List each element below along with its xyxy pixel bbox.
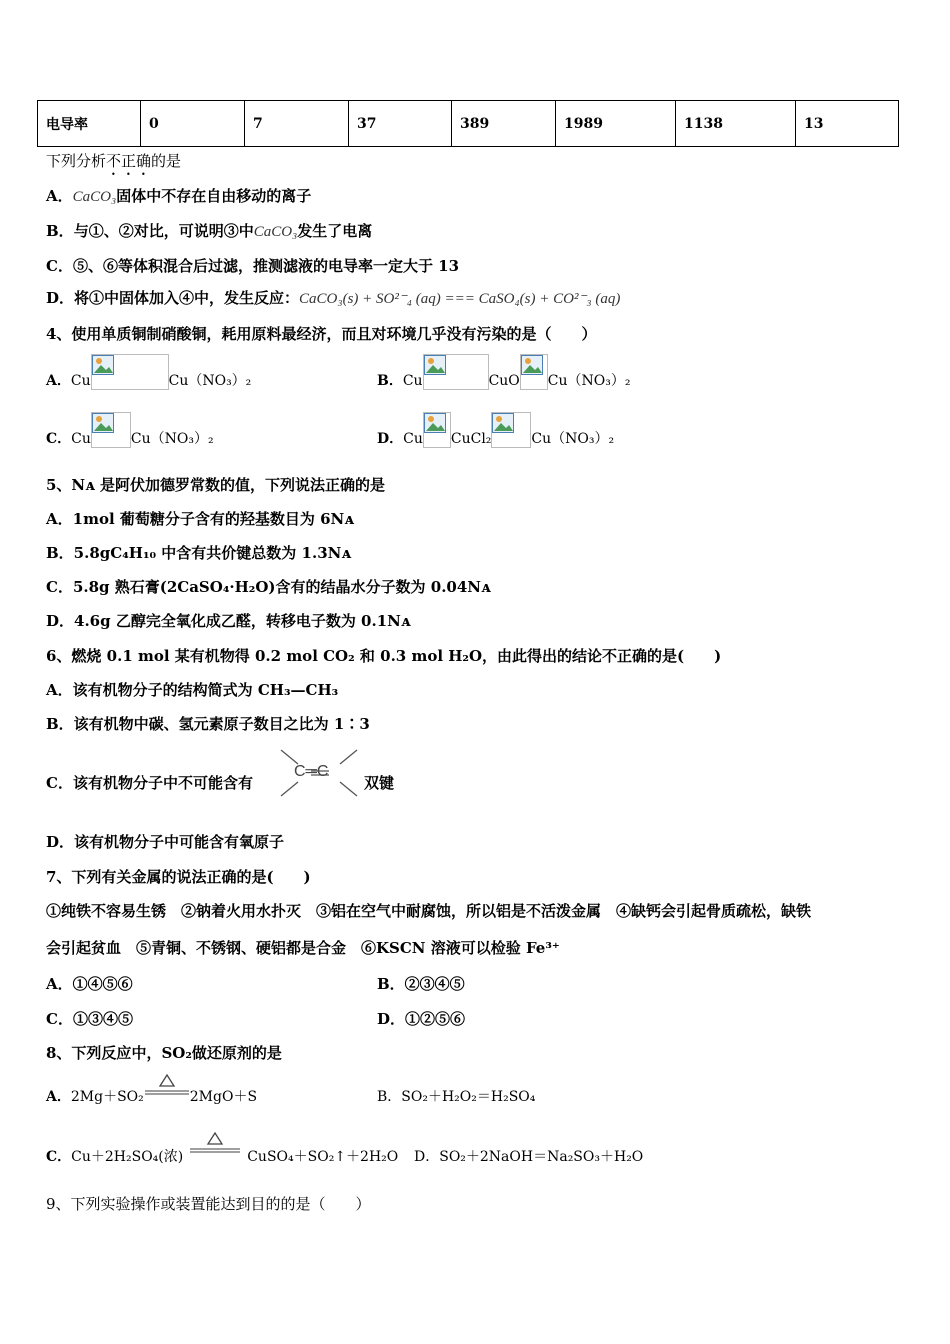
q3-option-c: C．⑤、⑥等体积混合后过滤，推测滤液的电导率一定大于 13 xyxy=(46,257,460,275)
q8-stem: 8、下列反应中，SO₂做还原剂的是 xyxy=(46,1044,282,1062)
q7-stem: 7、下列有关金属的说法正确的是( ) xyxy=(46,868,311,886)
q4-option-d: D．Cu CuCl₂ Cu（NO₃）₂ xyxy=(377,412,614,448)
q8-option-c: C．Cu＋2H₂SO₄(浓) CuSO₄＋SO₂↑＋2H₂O xyxy=(46,1146,398,1166)
q4-stem: 4、使用单质铜制硝酸铜，耗用原料最经济，而且对环境几乎没有污染的是（ ） xyxy=(46,325,597,343)
table-cell: 13 xyxy=(796,101,899,147)
carbon-double-bond-structure xyxy=(279,746,359,802)
q6-option-a: A．该有机物分子的结构简式为 CH₃—CH₃ xyxy=(46,681,339,699)
q6-option-c-text2: 双键 xyxy=(364,774,395,792)
q7-statement-line2: 会引起贫血 ⑤青铜、不锈钢、硬铝都是合金 ⑥KSCN 溶液可以检验 Fe³⁺ xyxy=(46,939,560,957)
bond-structure-label: C═C xyxy=(294,763,329,780)
q6-option-c-text: C．该有机物分子中不可能含有 xyxy=(46,774,253,792)
q7-statement-line1: ①纯铁不容易生锈 ②钠着火用水扑灭 ③铝在空气中耐腐蚀，所以铝是不活泼金属 ④缺钙会引起骨质疏松，缺铁 xyxy=(46,902,812,920)
missing-image-icon xyxy=(491,412,531,448)
q5-stem: 5、Nᴀ 是阿伏加德罗常数的值，下列说法正确的是 xyxy=(46,476,385,494)
q8-option-a: A．2Mg＋SO₂ 2MgO＋S xyxy=(46,1086,257,1106)
missing-image-icon xyxy=(423,412,451,448)
heat-arrow-icon xyxy=(189,1148,241,1166)
q7-option-a: A．①④⑤⑥ xyxy=(46,975,133,993)
q5-option-c: C．5.8g 熟石膏(2CaSO₄·H₂O)含有的结晶水分子数为 0.04Nᴀ xyxy=(46,578,491,596)
missing-image-icon xyxy=(91,354,169,390)
q8-option-d: D．SO₂＋2NaOH＝Na₂SO₃＋H₂O xyxy=(414,1149,644,1165)
table-cell: 37 xyxy=(349,101,452,147)
q8-option-b: B．SO₂＋H₂O₂＝H₂SO₄ xyxy=(377,1089,536,1105)
q7-option-b: B．②③④⑤ xyxy=(377,975,465,993)
table-cell: 0 xyxy=(141,101,245,147)
q3-option-d: D．将①中固体加入④中，发生反应：CaCO₃(s) + SO²⁻₄ (aq) === CaSO₄(s) + CO²⁻₃ (aq) xyxy=(46,289,621,307)
q6-option-b: B．该有机物中碳、氢元素原子数目之比为 1∶3 xyxy=(46,715,370,733)
table-cell: 7 xyxy=(245,101,349,147)
missing-image-icon xyxy=(91,412,131,448)
conductivity-table xyxy=(37,100,899,147)
q3-option-a: A．CaCO₃固体中不存在自由移动的离子 xyxy=(46,187,312,205)
q7-option-d: D．①②⑤⑥ xyxy=(377,1010,466,1028)
q6-stem: 6、燃烧 0.1 mol 某有机物得 0.2 mol CO₂ 和 0.3 mol H₂O，由此得出的结论不正确的是( ) xyxy=(46,647,722,665)
q5-option-a: A．1mol 葡萄糖分子含有的羟基数目为 6Nᴀ xyxy=(46,510,354,528)
table-cell: 389 xyxy=(452,101,556,147)
q4-option-a: A．Cu Cu（NO₃）₂ xyxy=(46,354,251,390)
q4-option-c: C．Cu Cu（NO₃）₂ xyxy=(46,412,214,448)
q7-option-c: C．①③④⑤ xyxy=(46,1010,133,1028)
table-cell: 1989 xyxy=(556,101,676,147)
q3-option-b: B．与①、②对比，可说明③中CaCO₃发生了电离 xyxy=(46,222,373,240)
q5-option-b: B．5.8gC₄H₁₀ 中含有共价键总数为 1.3Nᴀ xyxy=(46,544,351,562)
table-cell: 1138 xyxy=(676,101,796,147)
q9-stem: 9、下列实验操作或装置能达到目的的是（ ） xyxy=(46,1195,371,1213)
table-row xyxy=(38,101,899,147)
heat-arrow-icon xyxy=(144,1088,190,1106)
q6-option-d: D．该有机物分子中可能含有氧原子 xyxy=(46,833,285,851)
q5-option-d: D．4.6g 乙醇完全氧化成乙醛，转移电子数为 0.1Nᴀ xyxy=(46,612,411,630)
table-cell: 电导率 xyxy=(38,101,141,147)
missing-image-icon xyxy=(520,354,548,390)
missing-image-icon xyxy=(423,354,489,390)
q4-option-b: B．Cu CuO Cu（NO₃）₂ xyxy=(377,354,630,390)
q3-stem: 下列分析不正确的是 xyxy=(46,152,182,170)
